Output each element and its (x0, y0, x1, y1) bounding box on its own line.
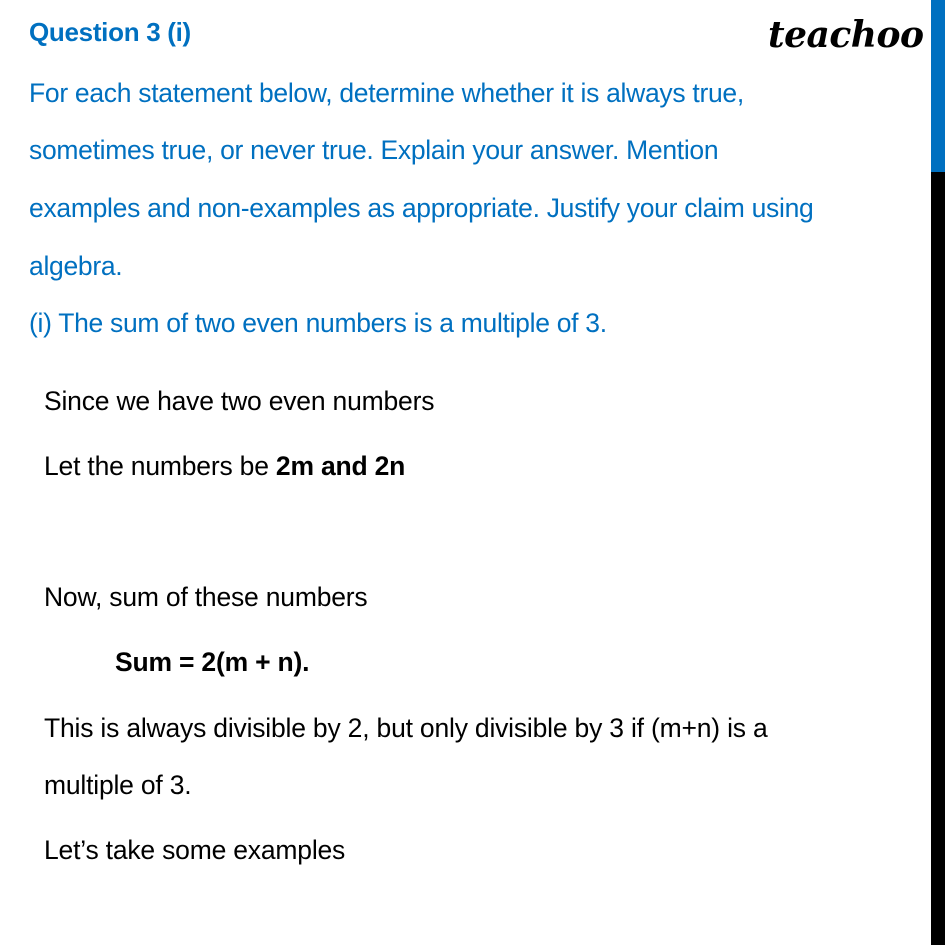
answer-line-2-prefix: Let the numbers be (44, 451, 276, 481)
side-bar-dark (931, 172, 945, 945)
question-title: Question 3 (i) (29, 17, 191, 47)
question-statement: (i) The sum of two even numbers is a multiple of 3. (29, 308, 607, 338)
answer-line-3: Now, sum of these numbers (44, 582, 368, 612)
sum-equation: Sum = 2(m + n). (115, 647, 310, 677)
teachoo-logo: teachoo (768, 14, 924, 56)
question-line-2: sometimes true, or never true. Explain your answer. Mention (29, 135, 719, 165)
answer-variables: 2m and 2n (275, 451, 406, 481)
side-bar-accent (931, 0, 945, 172)
question-line-4: algebra. (29, 251, 123, 281)
answer-line-2 (44, 451, 405, 482)
answer-line-5: This is always divisible by 2, but only divisible by 3 if (m+n) is a (44, 713, 768, 743)
question-line-3: examples and non-examples as appropriate. Justify your claim using (29, 193, 814, 223)
answer-line-1: Since we have two even numbers (44, 386, 435, 416)
question-line-1: For each statement below, determine whether it is always true, (29, 78, 744, 108)
answer-line-6: multiple of 3. (44, 770, 192, 800)
answer-line-7: Let’s take some examples (44, 835, 346, 865)
